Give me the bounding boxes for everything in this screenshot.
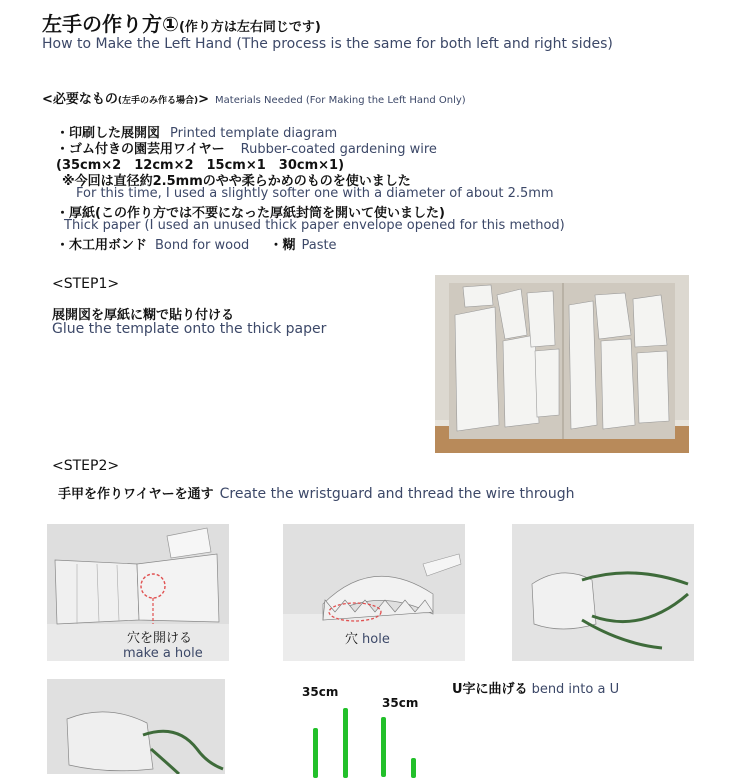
wire-length-label: 35cm	[302, 685, 339, 699]
step1-photo	[435, 275, 689, 453]
list-item-jp: ・印刷した展開図	[56, 126, 161, 141]
photo1-caption	[123, 627, 203, 661]
materials-heading-close: >	[198, 92, 210, 107]
list-item-jp: ・木工用ボンド	[56, 238, 148, 253]
list-item	[66, 186, 554, 201]
list-item	[56, 218, 565, 233]
photo2-caption-jp: 穴	[345, 632, 359, 647]
title-jp: 左手の作り方①	[42, 12, 179, 36]
wire-length-label: 35cm	[382, 696, 419, 710]
photo2-caption-en: hole	[362, 632, 390, 647]
wire-bar	[313, 728, 318, 778]
materials-heading-en: Materials Needed (For Making the Left Hand Only)	[215, 95, 466, 106]
step2-instruction-en: Create the wristguard and thread the wire through	[219, 486, 575, 502]
step2-label: <STEP2>	[52, 458, 120, 474]
step2-photo-4	[47, 679, 225, 774]
materials-heading	[42, 88, 466, 107]
photo2-caption	[345, 628, 390, 647]
list-item-jp: (35cm×2 12cm×2 15cm×1 30cm×1)	[56, 158, 345, 173]
step1-instruction-jp: 展開図を厚紙に糊で貼り付ける	[52, 308, 235, 323]
step2-photo-3	[512, 524, 694, 661]
photo1-caption-jp: 穴を開ける	[127, 631, 193, 646]
bend-instruction-jp: U字に曲げる	[452, 682, 528, 697]
materials-heading-jp: <必要なもの	[42, 92, 118, 107]
photo1-caption-en: make a hole	[123, 646, 203, 661]
list-item-en: Paste	[301, 238, 337, 253]
step1-instruction-en: Glue the template onto the thick paper	[52, 321, 327, 337]
bend-instruction-en: bend into a U	[531, 682, 620, 697]
wire-bar	[343, 708, 348, 778]
step2-photo-2	[283, 524, 465, 661]
title-jp-paren: (作り方は左右同じです)	[178, 20, 321, 35]
step1-label: <STEP1>	[52, 276, 120, 292]
list-item	[56, 234, 337, 253]
wire-bar	[411, 758, 416, 778]
bend-instruction	[452, 678, 619, 697]
wire-bar	[381, 717, 386, 777]
list-item-jp: ・糊	[269, 238, 296, 253]
step2-instruction-jp: 手甲を作りワイヤーを通す	[58, 487, 214, 502]
list-item-jp: ・ゴム付きの園芸用ワイヤー	[56, 142, 225, 157]
step2-instruction	[58, 483, 575, 502]
step2-photo-1	[47, 524, 229, 661]
list-item-jp: ・厚紙(この作り方では不要になった厚紙封筒を開いて使いました)	[56, 206, 445, 221]
materials-heading-paren: (左手のみ作る場合)	[117, 96, 199, 106]
list-item-en: Bond for wood	[155, 238, 250, 253]
page-title-en: How to Make the Left Hand (The process is the same for both left and right sides)	[42, 36, 613, 52]
list-item-en: Printed template diagram	[170, 126, 338, 141]
list-item-en: For this time, I used a slightly softer one with a diameter of about 2.5mm	[76, 186, 554, 201]
list-item-en: Rubber-coated gardening wire	[240, 142, 437, 157]
page-title	[42, 8, 321, 37]
list-item-en: Thick paper (I used an unused thick paper envelope opened for this method)	[64, 218, 565, 233]
list-item-jp: ※今回は直径約2.5mmのやや柔らかめのものを使いました	[62, 174, 411, 189]
